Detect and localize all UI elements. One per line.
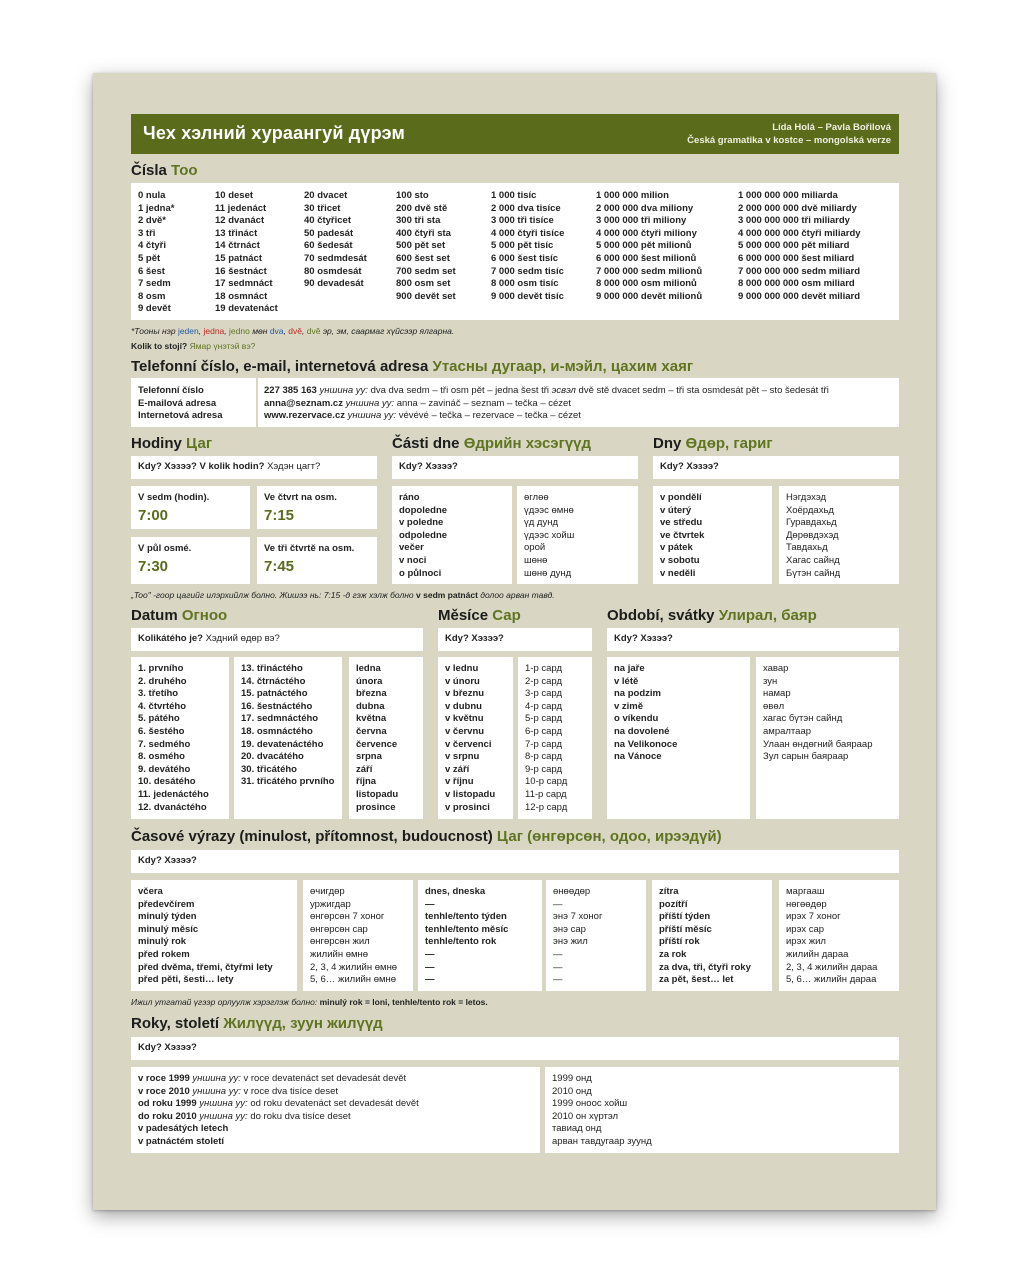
mesice-mn-list: 1-р сард 2-р сард 3-р сард 4-р сард 5-р сард 6-р сард 7-р сард 8-р сард 9-р сард 10-р сард 11-р сард 12-р сард	[525, 663, 568, 813]
section-title-obdobi	[607, 607, 817, 624]
note-word-dva: dva	[269, 326, 284, 336]
note-word-jedna: jedna	[203, 326, 225, 336]
gender-note: *Тооны нэр jeden, jedna, jedno мөн dva, dvě, dvě эр, эм, саармаг хүйсээр ялгарна.	[131, 326, 455, 336]
note-end: долоо арван тавд.	[480, 590, 555, 600]
section-title-cz: Časové výrazy (minulost, přítomnost, budoucnost)	[131, 828, 493, 845]
obdobi-cz-box	[607, 657, 750, 819]
section-title-casove	[131, 828, 722, 845]
numbers-box	[131, 183, 899, 320]
section-title-mn: Утасны дугаар, и-мэйл, цахим хаяг	[432, 358, 694, 375]
roky-reading: od roku devatenáct set devadesát devět	[250, 1098, 419, 1110]
section-title-cz: Čísla	[131, 162, 167, 179]
numbers-col-tens: 20 dvacet 30 třicet 40 čtyřicet 50 padesát 60 šedesát 70 sedmdesát 80 osmdesát 90 devadesát	[304, 190, 367, 290]
numbers-col-thousands: 1 000 tisíc 2 000 dva tisíce 3 000 tři tisíce 4 000 čtyři tisíce 5 000 pět tisíc 6 000 šest tisíc 7 000 sedm tisíc 8 000 osm tisíc 9 000 devět tisíc	[491, 190, 565, 302]
section-title-cisla	[131, 162, 198, 179]
casti-question: Kdy? Хэзээ?	[399, 461, 458, 472]
casove-past-mn-box	[303, 880, 413, 991]
casove-fut-cz-box	[652, 880, 772, 991]
hodiny-question-box	[131, 456, 377, 479]
note-mid: мөн	[252, 326, 268, 336]
contact-labels-box	[131, 378, 256, 427]
note-word-dve-n: dvě	[306, 326, 321, 336]
roky-row	[138, 1111, 351, 1124]
time-value: 7:15	[264, 507, 295, 524]
question-cz: Kolikátého je?	[138, 633, 203, 644]
time-label: Ve čtvrt na osm.	[264, 492, 337, 503]
kolik-cz: Kolik to stojí?	[131, 341, 188, 351]
section-title-mn: Цаг (өнгөрсөн, одоо, ирээдүй)	[496, 828, 722, 845]
hodiny-note	[131, 590, 555, 600]
kolik-mn: Ямар үнэтэй вэ?	[189, 341, 256, 351]
datum-ordinals-1: 1. prvního 2. druhého 3. třetího 4. čtvrtého 5. pátého 6. šestého 7. sedmého 8. osmého 9. devátého 10. desátého 11. jedenáctého 12. dvanáctého	[138, 663, 209, 813]
contact-values-box	[258, 378, 899, 427]
roky-row	[138, 1086, 338, 1099]
casove-now-cz: dnes, dneska — tenhle/tento týden tenhle/tento měsíc tenhle/tento rok — — —	[425, 886, 509, 986]
authors: Lída Holá – Pavla Bořilová	[772, 122, 891, 133]
datum-col3-box	[349, 657, 423, 819]
dny-mn-box	[779, 486, 899, 584]
section-title-mn: Сар	[492, 607, 521, 624]
section-title-mn: Жилүүд, зуун жилүүд	[223, 1015, 383, 1032]
casti-mn-list: өглөө үдээс өмнө үд дунд үдээс хойш орой шөнө шөнө дунд	[524, 492, 575, 579]
obdobi-mn-box	[756, 657, 899, 819]
authors-block	[687, 121, 891, 147]
section-title-mn: Өдрийн хэсэгүүд	[463, 435, 592, 452]
question-cz: Kdy? Хэзээ? V kolik hodin?	[138, 461, 265, 472]
datum-question	[138, 633, 280, 644]
section-title-cz: Části dne	[392, 435, 460, 452]
note-word-jedno: jedno	[229, 326, 250, 336]
casti-cz-box	[392, 486, 512, 584]
mesice-cz-box	[438, 657, 513, 819]
obdobi-question: Kdy? Хэзээ?	[614, 633, 673, 644]
section-title-mesice	[438, 607, 521, 624]
note-text: „Too" -гоор цагийг илэрхийлж болно. Жишээ нь: 7:15 -д гэж хэлж болно	[131, 590, 414, 600]
time-label: V půl osmé.	[138, 543, 192, 554]
section-title-hodiny	[131, 435, 212, 452]
email-address: anna@seznam.cz	[264, 397, 343, 409]
note-text: Ижил утгатай үгээр орлуулж хэрэглэж болно:	[131, 997, 318, 1007]
roky-question: Kdy? Хэзээ?	[138, 1042, 197, 1053]
casti-question-box	[392, 456, 638, 479]
section-title-cz: Dny	[653, 435, 682, 452]
time-cell-700	[131, 486, 250, 529]
dny-question: Kdy? Хэзээ?	[660, 461, 719, 472]
casove-question-box	[131, 850, 899, 873]
roky-expr: od roku 1999	[138, 1098, 197, 1110]
roky-reading: v roce devatenáct set devadesát devět	[243, 1073, 407, 1084]
casove-past-cz: včera předevčírem minulý týden minulý měsíc minulý rok před rokem před dvěma, třemi, čtyřmi lety před pěti, šesti… lety	[138, 886, 273, 986]
dny-cz-box	[653, 486, 772, 584]
obdobi-mn-list: хавар зун намар өвөл хагас бүтэн сайнд амралтаар Улаан өндөгний баяраар Зул сарын баяраар	[763, 663, 873, 763]
numbers-col-teens: 10 deset 11 jedenáct 12 dvanáct 13 třináct 14 čtrnáct 15 patnáct 16 šestnáct 17 sedmnáct 18 osmnáct 19 devatenáct	[215, 190, 278, 315]
mesice-mn-box	[518, 657, 592, 819]
section-title-cz: Měsíce	[438, 607, 489, 624]
datum-question-box	[131, 628, 423, 651]
casove-future-cz: zítra pozítří příští týden příští měsíc příští rok za rok za dva, tři, čtyři roky za pět, šest… let	[659, 886, 751, 986]
kolik-line	[131, 341, 255, 351]
read-as-label: уншина уу:	[199, 1098, 248, 1110]
roky-mn-box	[545, 1067, 899, 1153]
dny-question-box	[653, 456, 899, 479]
casti-mn-box	[517, 486, 638, 584]
dny-cz-list: v pondělí v úterý ve středu ve čtvrtek v pátek v sobotu v neděli	[660, 492, 705, 579]
dny-mn-list: Нэгдэхэд Хоёрдахьд Гуравдахьд Дөрөвдэхэд Тавдахьд Хагас сайнд Бүтэн сайнд	[786, 492, 841, 579]
time-value: 7:30	[138, 558, 169, 575]
time-label: V sedm (hodin).	[138, 492, 210, 503]
section-title-cz: Datum	[131, 607, 178, 624]
section-title-cz: Období, svátky	[607, 607, 715, 624]
time-cell-745	[257, 537, 377, 584]
contact-line-email	[264, 398, 571, 411]
casove-now-mn: өнөөдөр — энэ 7 хоног энэ сар энэ жил — — —	[553, 886, 603, 986]
section-title-mn: Улирал, баяр	[718, 607, 817, 624]
read-as-label: уншина уу:	[192, 1085, 241, 1097]
read-as-label: уншина уу:	[199, 1110, 248, 1122]
roky-reading: do roku dva tisíce deset	[250, 1110, 351, 1122]
time-cell-715	[257, 486, 377, 529]
roky-expr: do roku 2010	[138, 1110, 197, 1122]
time-cell-730	[131, 537, 250, 584]
section-title-roky	[131, 1015, 383, 1032]
numbers-col-billions: 1 000 000 000 miliarda 2 000 000 000 dvě miliardy 3 000 000 000 tři miliardy 4 000 000 000 čtyři miliardy 5 000 000 000 pět miliard 6 000 000 000 šest miliard 7 000 000 000 sedm miliard 8 000 000 000 osm miliard 9 000 000 000 devět miliard	[738, 190, 861, 302]
email-reading: anna – zavináč – seznam – tečka – cézet	[396, 397, 571, 409]
section-title-telefon	[131, 358, 693, 375]
casti-cz-list: ráno dopoledne v poledne odpoledne večer v noci o půlnoci	[399, 492, 448, 579]
section-title-mn: Тоо	[171, 162, 198, 179]
note-bold: v sedm patnáct	[416, 590, 478, 600]
hodiny-question	[138, 461, 320, 472]
roky-row	[138, 1073, 406, 1086]
datum-months-genitive: ledna února března dubna května června července srpna září října listopadu prosince	[356, 663, 399, 813]
section-title-mn: Цаг	[186, 435, 213, 452]
contact-line-phone	[264, 385, 829, 398]
roky-row: v padesátých letech	[138, 1123, 229, 1135]
time-label: Ve tři čtvrtě na osm.	[264, 543, 355, 554]
page-title: Чех хэлний хураангуй дүрэм	[143, 123, 406, 143]
phone-reading: dva dva sedm – tři osm pět – jedna šest tři	[370, 385, 550, 396]
section-title-cz: Roky, století	[131, 1015, 220, 1032]
phone-reading-alt: dvě stě dvacet sedm – tři sta osmdesát pět – sto šedesát tři	[578, 385, 829, 396]
question-mn: Хэдэн цагт?	[267, 461, 321, 472]
casove-future-mn: маргааш нөгөөдөр ирэх 7 хоног ирэх сар ирэх жил жилийн дараа 2, 3, 4 жилийн дараа 5, 6… жилийн дараа	[786, 886, 878, 986]
subtitle: Česká gramatika v kostce – mongolská verze	[687, 135, 891, 146]
casove-now-mn-box	[546, 880, 646, 991]
contact-line-web	[264, 410, 581, 423]
datum-col1-box	[131, 657, 229, 819]
time-value: 7:00	[138, 507, 169, 524]
section-title-dny	[653, 435, 773, 452]
question-mn: Хэдний өдөр вэ?	[205, 633, 280, 644]
section-title-datum	[131, 607, 227, 624]
web-address: www.rezervace.cz	[264, 410, 345, 422]
casove-fut-mn-box	[779, 880, 899, 991]
casove-past-mn: өчигдөр уржигдар өнгөрсөн 7 хоног өнгөрсөн сар өнгөрсөн жил жилийн өмнө 2, 3, 4 жилийн өмнө 5, 6… жилийн өмнө	[310, 886, 398, 986]
obdobi-cz-list: na jaře v létě na podzim v zimě o víkendu na dovolené na Velikonoce na Vánoce	[614, 663, 678, 763]
numbers-col-units: 0 nula 1 jedna* 2 dvě* 3 tři 4 čtyři 5 pět 6 šest 7 sedm 8 osm 9 devět	[138, 190, 175, 315]
note-word-dve-f: dvě	[288, 326, 302, 336]
title-banner	[131, 114, 899, 154]
casove-question: Kdy? Хэзээ?	[138, 855, 197, 866]
read-as-label: уншина уу:	[347, 410, 397, 422]
casove-note	[131, 997, 488, 1007]
casove-now-cz-box	[418, 880, 542, 991]
roky-expr: v roce 2010	[138, 1085, 190, 1097]
note-word-jeden: jeden	[177, 326, 199, 336]
datum-col2-box	[234, 657, 342, 819]
obdobi-question-box	[607, 628, 899, 651]
section-title-mn: Өдөр, гариг	[685, 435, 773, 452]
numbers-col-hundreds: 100 sto 200 dvě stě 300 tři sta 400 čtyři sta 500 pět set 600 šest set 700 sedm set 800 osm set 900 devět set	[396, 190, 456, 302]
contact-labels: Telefonní číslo E-mailová adresa Internetová adresa	[138, 385, 223, 422]
mesice-question: Kdy? Хэзээ?	[445, 633, 504, 644]
read-as-label: уншина уу:	[345, 397, 395, 409]
web-reading: vévévé – tečka – rezervace – tečka – cézet	[398, 410, 581, 422]
or-label: эсвэл	[551, 385, 576, 396]
read-as-label: уншина уу:	[319, 385, 368, 396]
datum-ordinals-2: 13. třináctého 14. čtrnáctého 15. patnáctého 16. šestnáctého 17. sedmnáctého 18. osmnáctého 19. devatenáctého 20. dvacátého 30. třicátého 31. třicátého prvního	[241, 663, 335, 788]
casove-past-cz-box	[131, 880, 297, 991]
roky-question-box	[131, 1037, 899, 1060]
note-suffix: эр, эм, саармаг хүйсээр ялгарна.	[322, 326, 455, 336]
note-prefix: *Тооны нэр	[131, 326, 176, 336]
mesice-question-box	[438, 628, 592, 651]
time-value: 7:45	[264, 558, 295, 575]
phone-number: 227 385 163	[264, 385, 317, 396]
numbers-col-millions: 1 000 000 milion 2 000 000 dva miliony 3 000 000 tři miliony 4 000 000 čtyři miliony 5 000 000 pět milionů 6 000 000 šest milionů 7 000 000 sedm milionů 8 000 000 osm milionů 9 000 000 devět milionů	[596, 190, 703, 302]
roky-expr: v roce 1999	[138, 1073, 190, 1084]
mesice-cz-list: v lednu v únoru v březnu v dubnu v květnu v červnu v červenci v srpnu v září v říjnu v listopadu v prosinci	[445, 663, 496, 813]
read-as-label: уншина уу:	[192, 1073, 241, 1084]
note-bold: minulý rok = loni, tenhle/tento rok = letos.	[319, 997, 488, 1007]
roky-mn-list: 1999 онд 2010 онд 1999 оноос хойш 2010 он хүртэл тавиад онд арван тавдугаар зуунд	[552, 1073, 652, 1147]
section-title-cz: Telefonní číslo, e-mail, internetová adresa	[131, 358, 429, 375]
roky-reading: v roce dva tisíce deset	[243, 1085, 339, 1097]
roky-cz-box	[131, 1067, 540, 1153]
roky-row	[138, 1098, 419, 1111]
roky-row: v patnáctém století	[138, 1136, 225, 1147]
section-title-mn: Огноо	[181, 607, 228, 624]
section-title-casti-dne	[392, 435, 591, 452]
section-title-cz: Hodiny	[131, 435, 182, 452]
